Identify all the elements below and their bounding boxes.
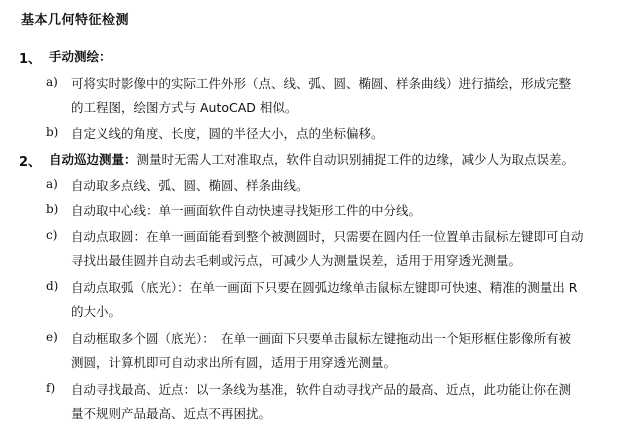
section-1-item-b-line-1: 自定义线的角度、长度，圆的半径大小，点的坐标偏移。 [71,126,384,141]
section-2-item-e-letter: e) [46,330,58,344]
section-2-item-c-letter: c) [46,228,58,242]
section-2-item-d-letter: d) [46,279,59,293]
section-1-heading [49,47,112,65]
section-1-title: 手动测绘： [49,49,112,64]
section-2-heading [49,150,574,168]
section-2-item-f-line-1: 自动寻找最高、近点：以一条线为基准，软件自动寻找产品的最高、近点，此功能让你在测 [71,382,572,397]
section-2-item-e-line-1: 自动框取多个圆（底光）： 在单一画面下只要单击鼠标左键拖动出一个矩形框住影像所有被 [71,331,572,346]
section-2-item-f-letter: f) [46,381,56,395]
section-2-item-c-line-1: 自动点取圆：在单一画面能看到整个被测圆时，只需要在圆内任一位置单击鼠标左键即可自动 [71,229,584,244]
section-2-item-c-line-2: 寻找出最佳圆并自动去毛刺或污点，可减少人为测量误差，适用于用穿透光测量。 [71,253,522,268]
section-2-item-d-line-2: 的大小。 [71,304,122,319]
section-1-item-b-letter: b) [46,125,59,139]
section-2-item-d-line-1: 自动点取弧（底光）：在单一画面下只要在圆弧边缘单击鼠标左键即可快速、精准的测量出 R [71,280,578,295]
section-2-item-a-letter: a) [46,177,58,191]
section-2-title: 自动巡边测量： [49,152,137,167]
section-1-item-a-line-1: 可将实时影像中的实际工件外形（点、线、弧、圆、椭圆、样条曲线）进行描绘，形成完整 [71,76,572,91]
section-2-item-b-line-1: 自动取中心线：单一画面软件自动快速寻找矩形工件的中分线。 [71,203,422,218]
section-1-number: 1、 [19,52,42,67]
section-2-item-b-letter: b) [46,202,59,216]
section-2-item-f-line-2: 量不规则产品最高、近点不再困扰。 [71,406,272,421]
section-2-item-a-line-1: 自动取多点线、弧、圆、椭圆、样条曲线。 [71,178,309,193]
section-1-item-a-line-2: 的工程图，绘图方式与 AutoCAD 相似。 [71,100,298,115]
section-1-item-a-letter: a) [46,75,58,89]
section-2-text: 测量时无需人工对准取点，软件自动识别捕捉工件的边缘，减少人为取点误差。 [136,152,575,167]
section-2-item-e-line-2: 测圆，计算机即可自动求出所有圆，适用于用穿透光测量。 [71,355,397,370]
page-title: 基本几何特征检测 [21,13,130,28]
section-2-number: 2、 [19,155,42,170]
